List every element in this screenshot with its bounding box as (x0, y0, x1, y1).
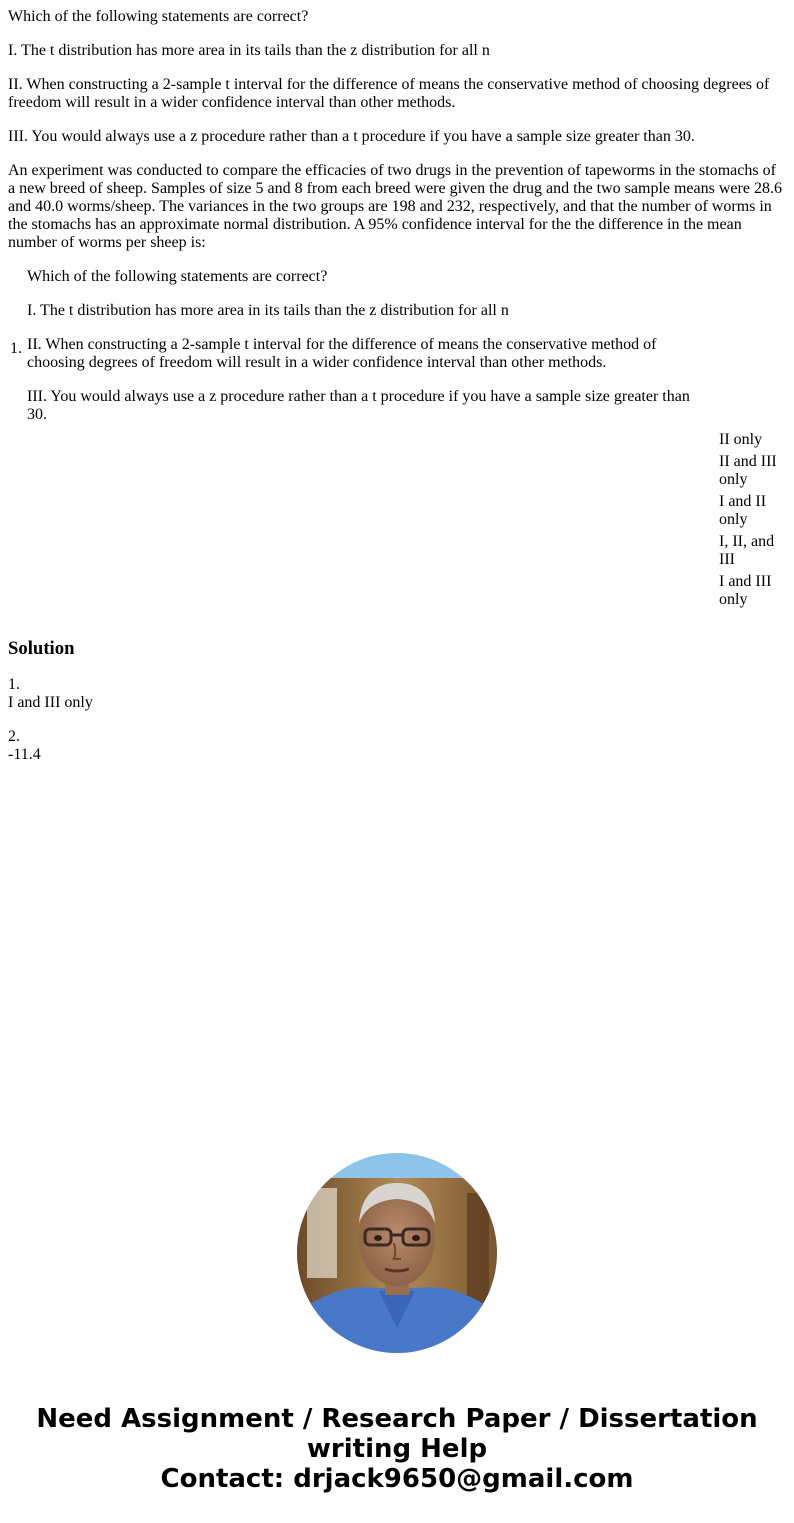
answer-option: I and II only (719, 493, 767, 528)
answer-option: II only (719, 431, 763, 448)
statement-one: I. The t distribution has more area in its tails than the z distribution for all n (8, 42, 490, 59)
answer-number: 2. (8, 728, 20, 745)
tutor-avatar (297, 1153, 497, 1353)
answer-options (719, 429, 786, 611)
experiment-description: An experiment was conducted to compare the efficacies of two drugs in the prevention of tapeworms in the stomachs of a new breed of sheep. Samples of size 5 and 8 from each breed were given the drug and the two sample means were 28.6 and 40.0 worms/sheep. The variances in the two groups are 198 and 232, respectively, and that the number of worms in the stomachs has an approximate normal distribution. A 95% confidence interval for the the difference in the mean number of worms per sheep is: (8, 162, 782, 251)
numbered-question (8, 268, 786, 424)
list-statement-one: I. The t distribution has more area in its tails than the z distribution for all n (27, 302, 509, 319)
list-statement-two: II. When constructing a 2-sample t interval for the difference of means the conservative method of choosing degrees of freedom will result in a wider confidence interval than other methods. (27, 336, 657, 371)
promo-line: Need Assignment / Research Paper / Dissertation (36, 1404, 758, 1434)
avatar-portrait-icon (297, 1153, 497, 1353)
answer-option: I, II, and III (719, 533, 775, 568)
promo-contact: Contact: drjack9650@gmail.com (160, 1464, 634, 1494)
numbered-question-body (27, 268, 699, 424)
promo-banner (0, 1404, 794, 1494)
answer-number: 1. (8, 676, 20, 693)
document-content (8, 0, 786, 764)
answer-value: -11.4 (8, 746, 41, 763)
solution-heading: Solution (8, 638, 75, 659)
question-number: 1. (10, 340, 22, 357)
solution-answer (8, 728, 786, 764)
answer-value: I and III only (8, 694, 93, 711)
solution-answer (8, 676, 786, 712)
statement-two: II. When constructing a 2-sample t interval for the difference of means the conservative method of choosing degrees of freedom will result in a wider confidence interval than other methods. (8, 76, 770, 111)
answer-option: II and III only (719, 453, 777, 488)
answer-option: I and III only (719, 573, 772, 608)
question-title: Which of the following statements are correct? (8, 8, 309, 25)
list-question-title: Which of the following statements are correct? (27, 268, 328, 285)
statement-three: III. You would always use a z procedure rather than a t procedure if you have a sample size greater than 30. (8, 128, 695, 145)
promo-line: writing Help (306, 1434, 488, 1464)
list-statement-three: III. You would always use a z procedure rather than a t procedure if you have a sample size greater than 30. (27, 388, 690, 423)
